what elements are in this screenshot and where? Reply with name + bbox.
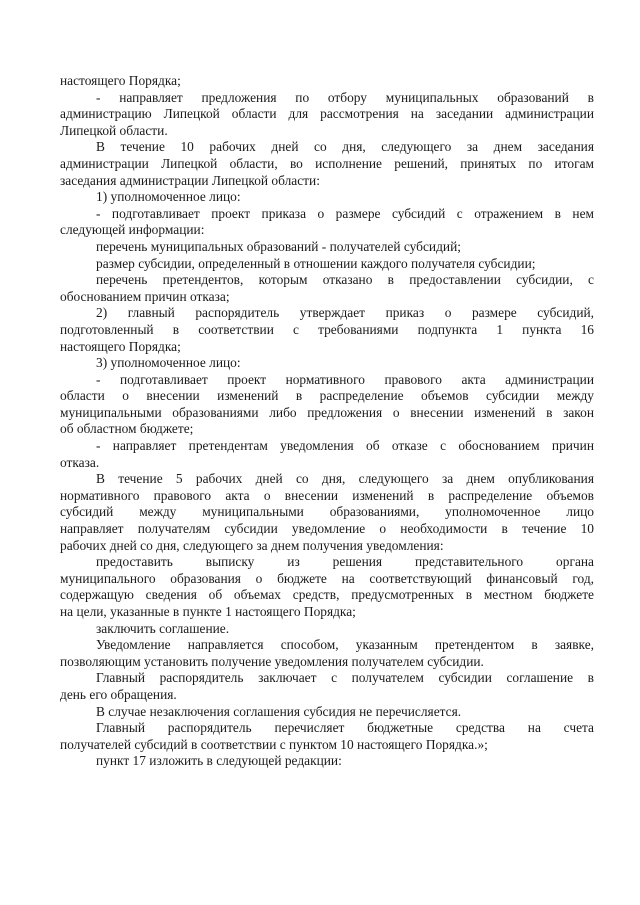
text-line: получателей субсидий в соответствии с пунктом 10 настоящего Порядка.»; — [60, 736, 488, 752]
text-line: области о внесении изменений в распределение объемов субсидии между — [60, 388, 594, 404]
text-line: пункт 17 изложить в следующей редакции: — [96, 753, 342, 769]
document-body-text — [60, 73, 594, 770]
text-line: Главный распорядитель заключает с получателем субсидии соглашение в — [96, 670, 594, 686]
text-line: - направляет предложения по отбору муниципальных образований в — [96, 89, 594, 105]
text-line: 3) уполномоченное лицо: — [96, 355, 241, 371]
text-line: перечень муниципальных образований - получателей субсидий; — [96, 238, 461, 254]
text-line: настоящего Порядка; — [60, 338, 181, 354]
text-line: настоящего Порядка; — [60, 73, 181, 88]
text-line: обоснованием причин отказа; — [60, 288, 230, 304]
text-line: об областном бюджете; — [60, 421, 194, 437]
text-line: Уведомление направляется способом, указанным претендентом в заявке, — [96, 637, 594, 653]
text-line: Липецкой области. — [60, 122, 168, 138]
text-line: муниципального образования о бюджете на соответствующий финансовый год, — [60, 570, 594, 586]
text-line: - подготавливает проект нормативного правового акта администрации — [96, 371, 594, 387]
text-line: подготовленный в соответствии с требованиями подпункта 1 пункта 16 — [60, 321, 594, 337]
text-line: рабочих дней со дня, следующего за днем получения уведомления: — [60, 537, 444, 553]
text-line: предоставить выписку из решения представительного органа — [96, 554, 594, 570]
text-line: администрацию Липецкой области для рассмотрения на заседании администрации — [60, 106, 594, 122]
text-line: размер субсидии, определенный в отношении каждого получателя субсидии; — [96, 255, 536, 271]
text-line: муниципальными образованиями либо предложения о внесении изменений в закон — [60, 404, 594, 420]
text-line: Главный распорядитель перечисляет бюджетные средства на счета — [96, 720, 594, 736]
text-line: администрации Липецкой области, во исполнение решений, принятых по итогам — [60, 155, 594, 171]
text-line: содержащую сведения об объемах средств, предусмотренных в местном бюджете — [60, 587, 594, 603]
text-line: заседания администрации Липецкой области: — [60, 172, 320, 188]
text-line: В случае незаключения соглашения субсидия не перечисляется. — [96, 703, 462, 719]
text-line: 1) уполномоченное лицо: — [96, 189, 241, 205]
text-line: день его обращения. — [60, 686, 177, 702]
text-line: отказа. — [60, 454, 100, 470]
text-line: 2) главный распорядитель утверждает приказ о размере субсидий, — [96, 305, 594, 321]
text-line: В течение 5 рабочих дней со дня, следующего за днем опубликования — [96, 471, 594, 487]
text-line: на цели, указанные в пункте 1 настоящего Порядка; — [60, 604, 356, 619]
text-line: заключить соглашение. — [96, 620, 230, 636]
text-line: - подготавливает проект приказа о размере субсидий с отражением в нем — [96, 205, 594, 221]
text-line: перечень претендентов, которым отказано в предоставлении субсидии, с — [96, 272, 594, 288]
text-line: субсидий между муниципальными образованиями, уполномоченное лицо — [60, 504, 594, 520]
text-line: следующей информации: — [60, 222, 205, 238]
text-line: позволяющим установить получение уведомления получателем субсидии. — [60, 653, 484, 669]
text-line: направляет получателям субсидии уведомление о необходимости в течение 10 — [60, 521, 594, 537]
text-line: В течение 10 рабочих дней со дня, следующего за днем заседания — [96, 139, 594, 155]
text-line: нормативного правового акта о внесении изменений в распределение объемов — [60, 487, 594, 503]
text-line: - направляет претендентам уведомления об отказе с обоснованием причин — [96, 438, 594, 454]
